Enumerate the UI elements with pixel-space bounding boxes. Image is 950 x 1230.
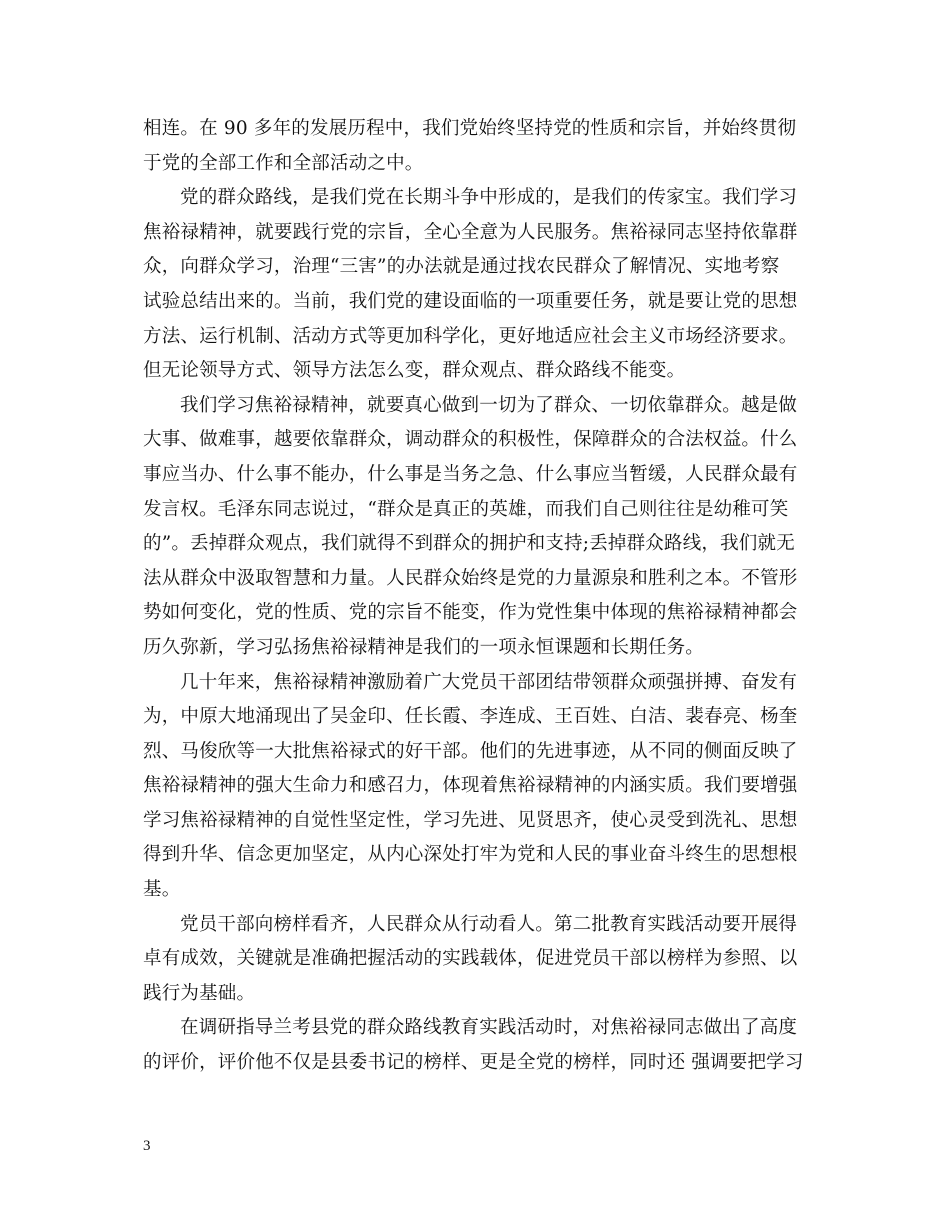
- text-line: 于党的全部工作和全部活动之中。: [143, 152, 424, 174]
- text-line: 历久弥新，学习弘扬焦裕禄精神是我们的一项永恒课题和长期任务。: [143, 636, 705, 658]
- text-line: 相连。在 90 多年的发展历程中，我们党始终坚持党的性质和宗旨，并始终贯彻: [143, 118, 797, 139]
- text-line: 但无论领导方式、领导方法怎么变，群众观点、群众路线不能变。: [143, 360, 686, 382]
- text-line: 发言权。毛泽东同志说过，“群众是真正的英雄，而我们自己则往往是幼稚可笑: [143, 498, 789, 520]
- text-line: 党的群众路线，是我们党在长期斗争中形成的，是我们的传家宝。我们学习: [180, 187, 798, 209]
- text-line: 几十年来，焦裕禄精神激励着广大党员干部团结带领群众顽强拼搏、奋发有: [180, 671, 798, 693]
- text-line: 党员干部向榜样看齐，人民群众从行动看人。第二批教育实践活动要开展得: [180, 913, 798, 935]
- page-number: 3: [143, 1138, 151, 1154]
- text-line: 法从群众中汲取智慧和力量。人民群众始终是党的力量源泉和胜利之本。不管形: [143, 567, 798, 589]
- text-line: 为，中原大地涌现出了吴金印、任长霞、李连成、王百姓、白洁、裴春亮、杨奎: [143, 706, 798, 728]
- text-line: 烈、马俊欣等一大批焦裕禄式的好干部。他们的先进事迹，从不同的侧面反映了: [143, 740, 798, 762]
- text-line: 焦裕禄精神，就要践行党的宗旨，全心全意为人民服务。焦裕禄同志坚持依靠群: [143, 221, 798, 243]
- text-line: 焦裕禄精神的强大生命力和感召力，体现着焦裕禄精神的内涵实质。我们要增强: [143, 775, 798, 797]
- text-line: 势如何变化，党的性质、党的宗旨不能变，作为党性集中体现的焦裕禄精神都会: [143, 602, 798, 624]
- document-body: [143, 112, 809, 1081]
- text-line: 我们学习焦裕禄精神，就要真心做到一切为了群众、一切依靠群众。越是做: [180, 394, 798, 416]
- text-line: 学习焦裕禄精神的自觉性坚定性，学习先进、见贤思齐，使心灵受到洗礼、思想: [143, 809, 798, 831]
- text-line: 方法、运行机制、活动方式等更加科学化，更好地适应社会主义市场经济要求。: [143, 325, 798, 347]
- text-line: 得到升华、信念更加坚定，从内心深处打牢为党和人民的事业奋斗终生的思想根: [143, 844, 798, 866]
- text-line: 的评价，评价他不仅是县委书记的榜样、更是全党的榜样，同时还 强调要把学习: [143, 1052, 804, 1074]
- text-line: 试验总结出来的。当前，我们党的建设面临的一项重要任务，就是要让党的思想: [143, 290, 798, 312]
- text-line: 的”。丢掉群众观点，我们就得不到群众的拥护和支持;丢掉群众路线，我们就无: [143, 533, 795, 555]
- text-line: 卓有成效，关键就是准确把握活动的实践载体，促进党员干部以榜样为参照、以: [143, 948, 798, 970]
- text-line: 事应当办、什么事不能办，什么事是当务之急、什么事应当暂缓，人民群众最有: [143, 463, 798, 485]
- text-line: 基。: [143, 879, 181, 901]
- text-line: 众，向群众学习，治理“三害”的办法就是通过找农民群众了解情况、实地考察: [143, 256, 780, 278]
- text-line: 践行为基础。: [143, 982, 256, 1004]
- text-line: 大事、做难事，越要依靠群众，调动群众的积极性，保障群众的合法权益。什么: [143, 429, 798, 451]
- text-line: 在调研指导兰考县党的群众路线教育实践活动时，对焦裕禄同志做出了高度: [180, 1017, 798, 1039]
